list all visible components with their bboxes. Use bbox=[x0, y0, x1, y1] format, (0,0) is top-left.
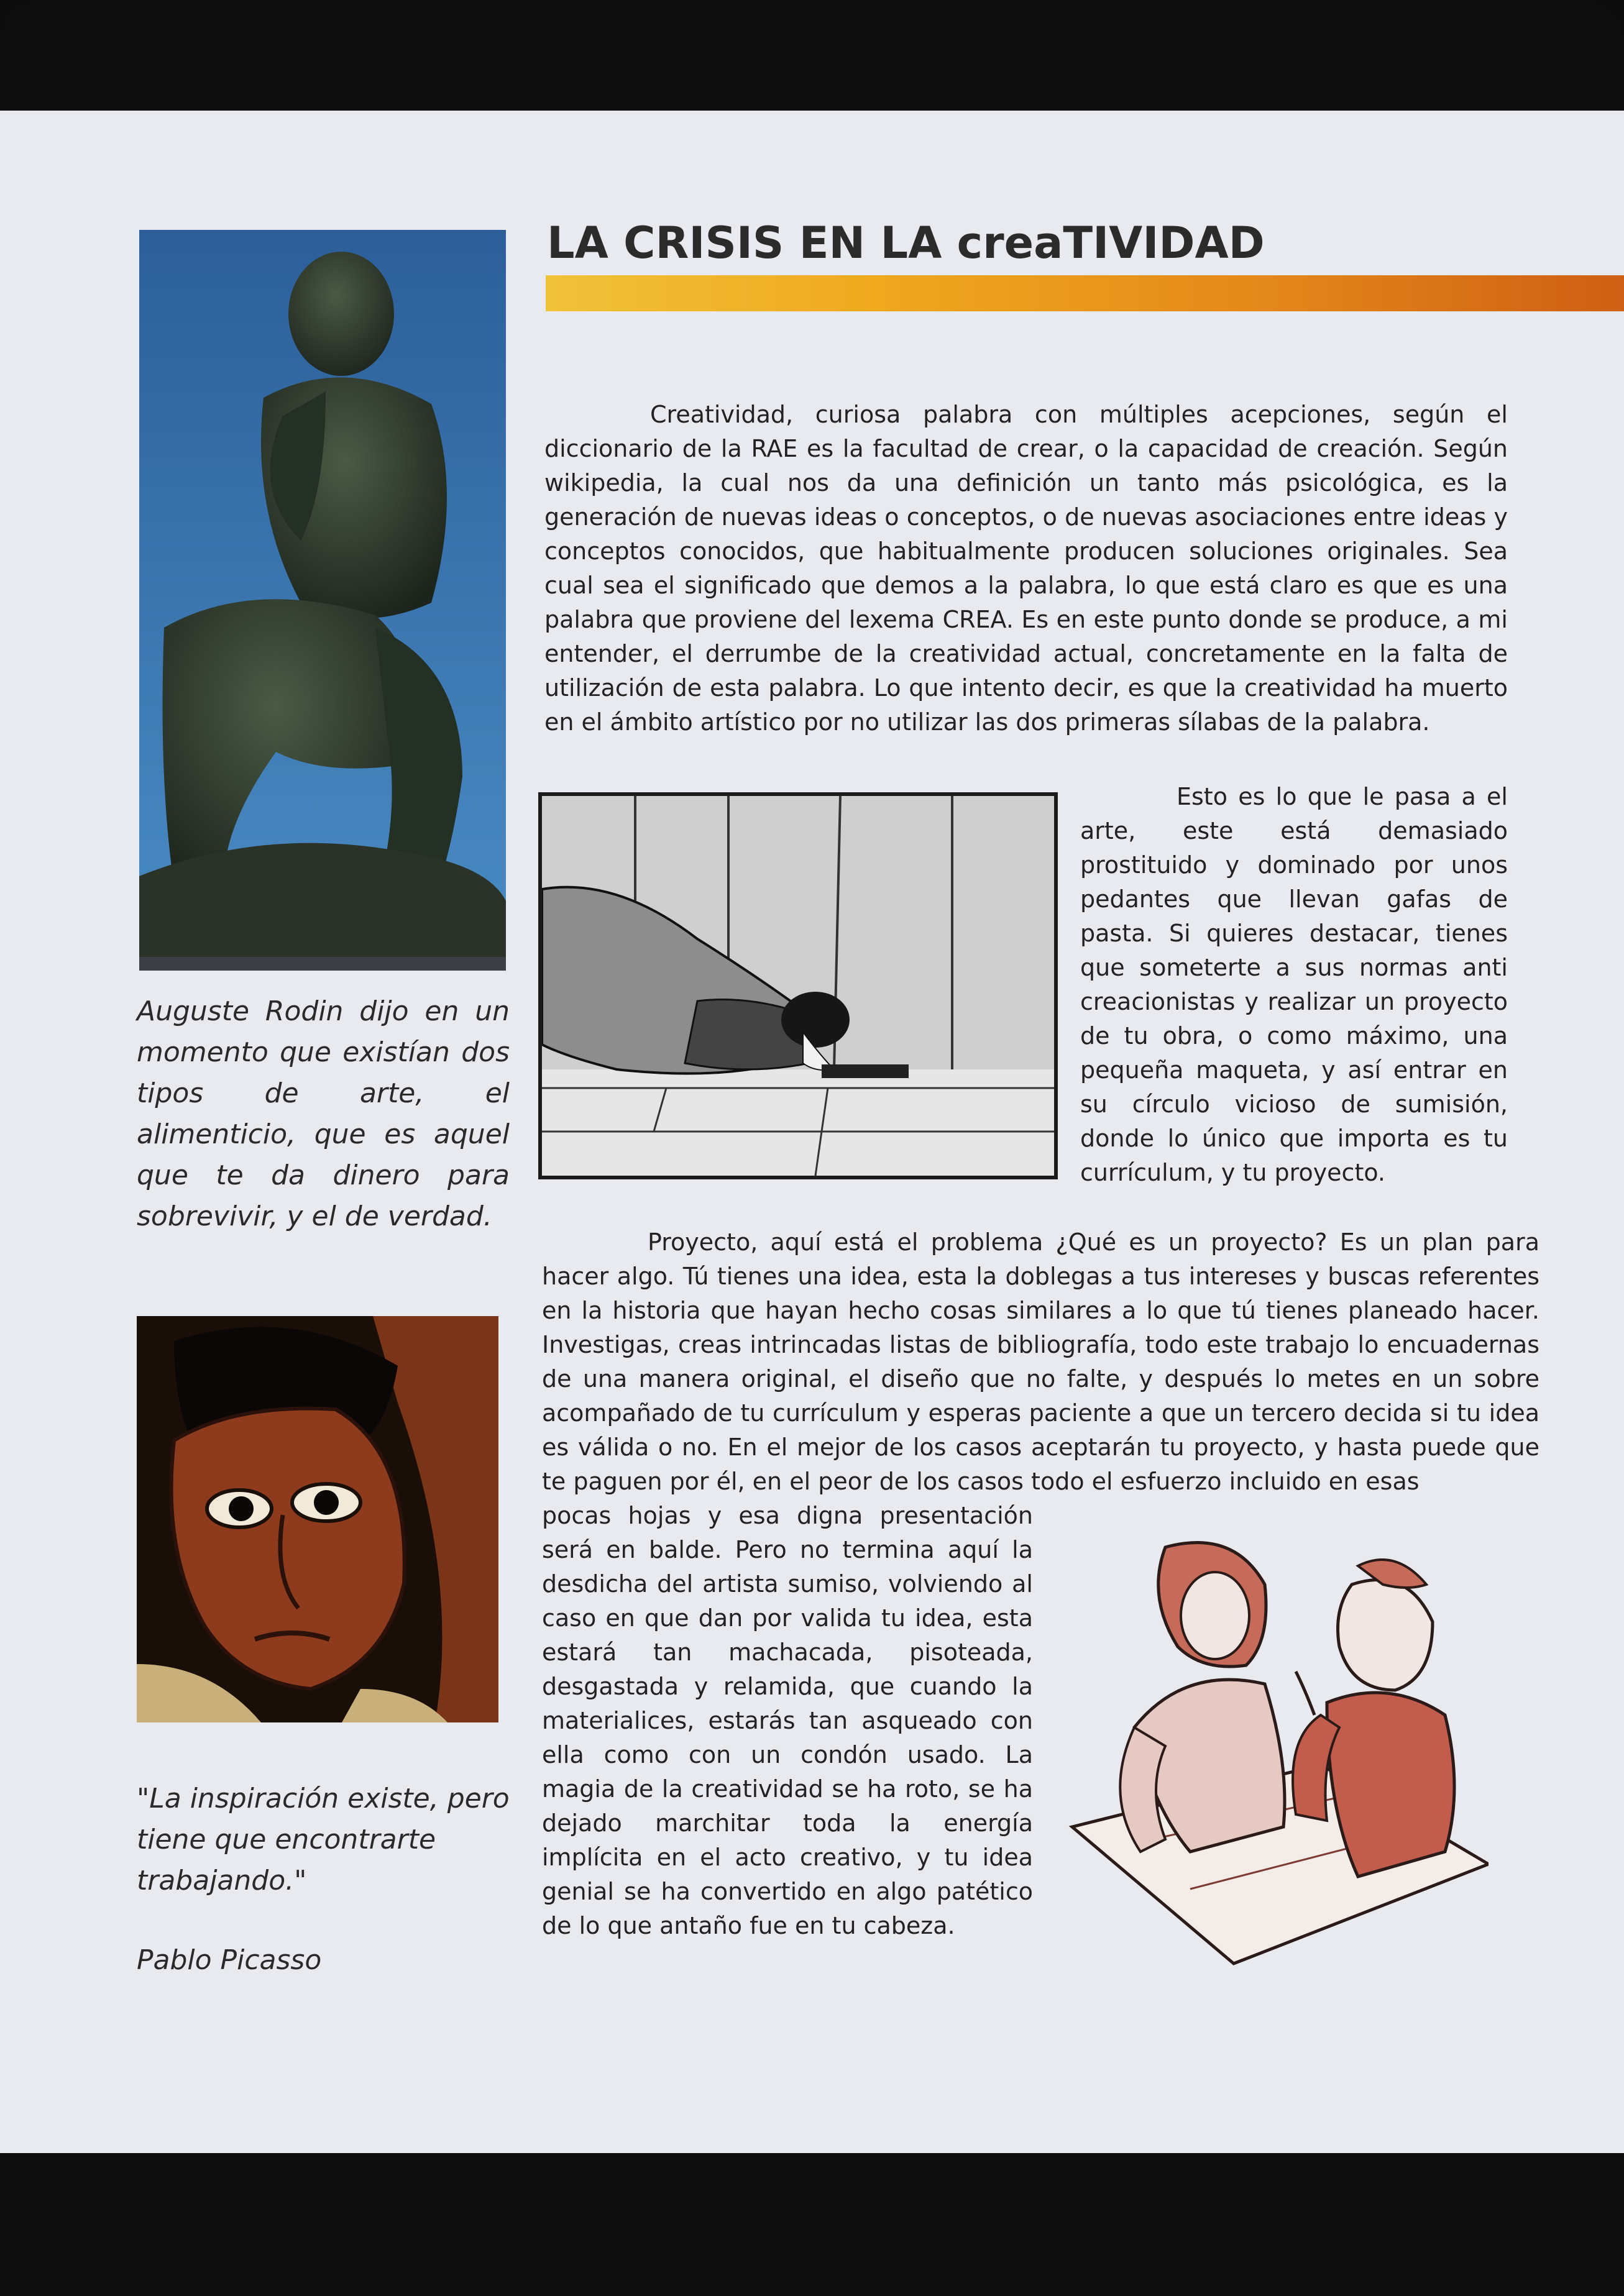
thinker-sculpture-image bbox=[139, 230, 506, 971]
bottom-frame-band bbox=[0, 2153, 1624, 2296]
article-paragraph: Creatividad, curiosa palabra con múltiples acepciones, según el diccionario de la RAE es la facultad de crear, o la capacidad de creación. Según wikipedia, la cual nos da una definición un tanto más psicológica, es la generación de nuevas ideas o conceptos, o de nuevas asociaciones entre ideas y conceptos conocidos, que habitualmente producen soluciones originales. Sea cual sea el significado que demos a la palabra, lo que está claro es que es una palabra que proviene del lexema CREA. Es en este punto donde se produce, a mi entender, el derrumbe de la creatividad actual, concretamente en la falta de utilización de esta palabra. Lo que intento decir, es que la creatividad ha muerto en el ámbito artístico por no utilizar las dos primeras sílabas de la palabra. bbox=[544, 401, 1508, 736]
comic-man-bowing-image bbox=[538, 792, 1058, 1179]
sketch-two-people-image bbox=[1060, 1529, 1489, 1988]
rodin-caption: Auguste Rodin dijo en un momento que existían dos tipos de arte, el alimenticio, que es aquel que te da dinero para sobrevivir, y el de verdad. bbox=[137, 995, 510, 1232]
picasso-quote: "La inspiración existe, pero tiene que encontrarte trabajando." bbox=[137, 1783, 510, 1896]
article-paragraph: Proyecto, aquí está el problema ¿Qué es un proyecto? Es un plan para hacer algo. Tú tienes una idea, esta la doblegas a tus intereses y buscas referentes en la historia que hayan hecho cosas similares a lo que tú tienes planeado hacer. Investigas, creas intrincadas listas de bibliografía, todo este trabajo lo encuadernas de una manera original, el diseño que no falte, y después lo metes en un sobre acompañado de tu currículum y esperas paciente a que un tercero decida si tu idea es válida o no. En el mejor de los casos aceptarán tu proyecto, y hasta puede que te paguen por él, en el peor de los casos todo el esfuerzo incluido en esas bbox=[542, 1228, 1539, 1495]
article-paragraph: pocas hojas y esa digna presentación será en balde. Pero no termina aquí la desdicha del artista sumiso, volviendo al caso en que dan por valida tu idea, esta estará tan machacada, pisoteada, desgastada y relamida, que cuando la materialices, estarás tan asqueado con ella como con un condón usado. La magia de la creatividad se ha roto, se ha dejado marchitar toda la energía implícita en el acto creativo, y tu idea genial se ha convertido en algo patético de lo que antaño fue en tu cabeza. bbox=[542, 1502, 1033, 1939]
article-paragraph: Esto es lo que le pasa a el arte, este está demasiado prostituido y dominado por unos pedantes que llevan gafas de pasta. Si quieres destacar, tienes que someterte a sus normas anti creacionistas y realizar un proyecto de tu obra, o como máximo, una pequeña maqueta, y así entrar en su círculo vicioso de sumisión, donde lo único que importa es tu currículum, y tu proyecto. bbox=[1080, 783, 1508, 1186]
article-title: LA CRISIS EN LA creaTIVIDAD bbox=[547, 217, 1265, 268]
picasso-portrait-image bbox=[137, 1316, 498, 1722]
title-underline-bar bbox=[546, 275, 1624, 311]
quote-author: Pablo Picasso bbox=[137, 1944, 322, 1976]
top-frame-band bbox=[0, 0, 1624, 118]
